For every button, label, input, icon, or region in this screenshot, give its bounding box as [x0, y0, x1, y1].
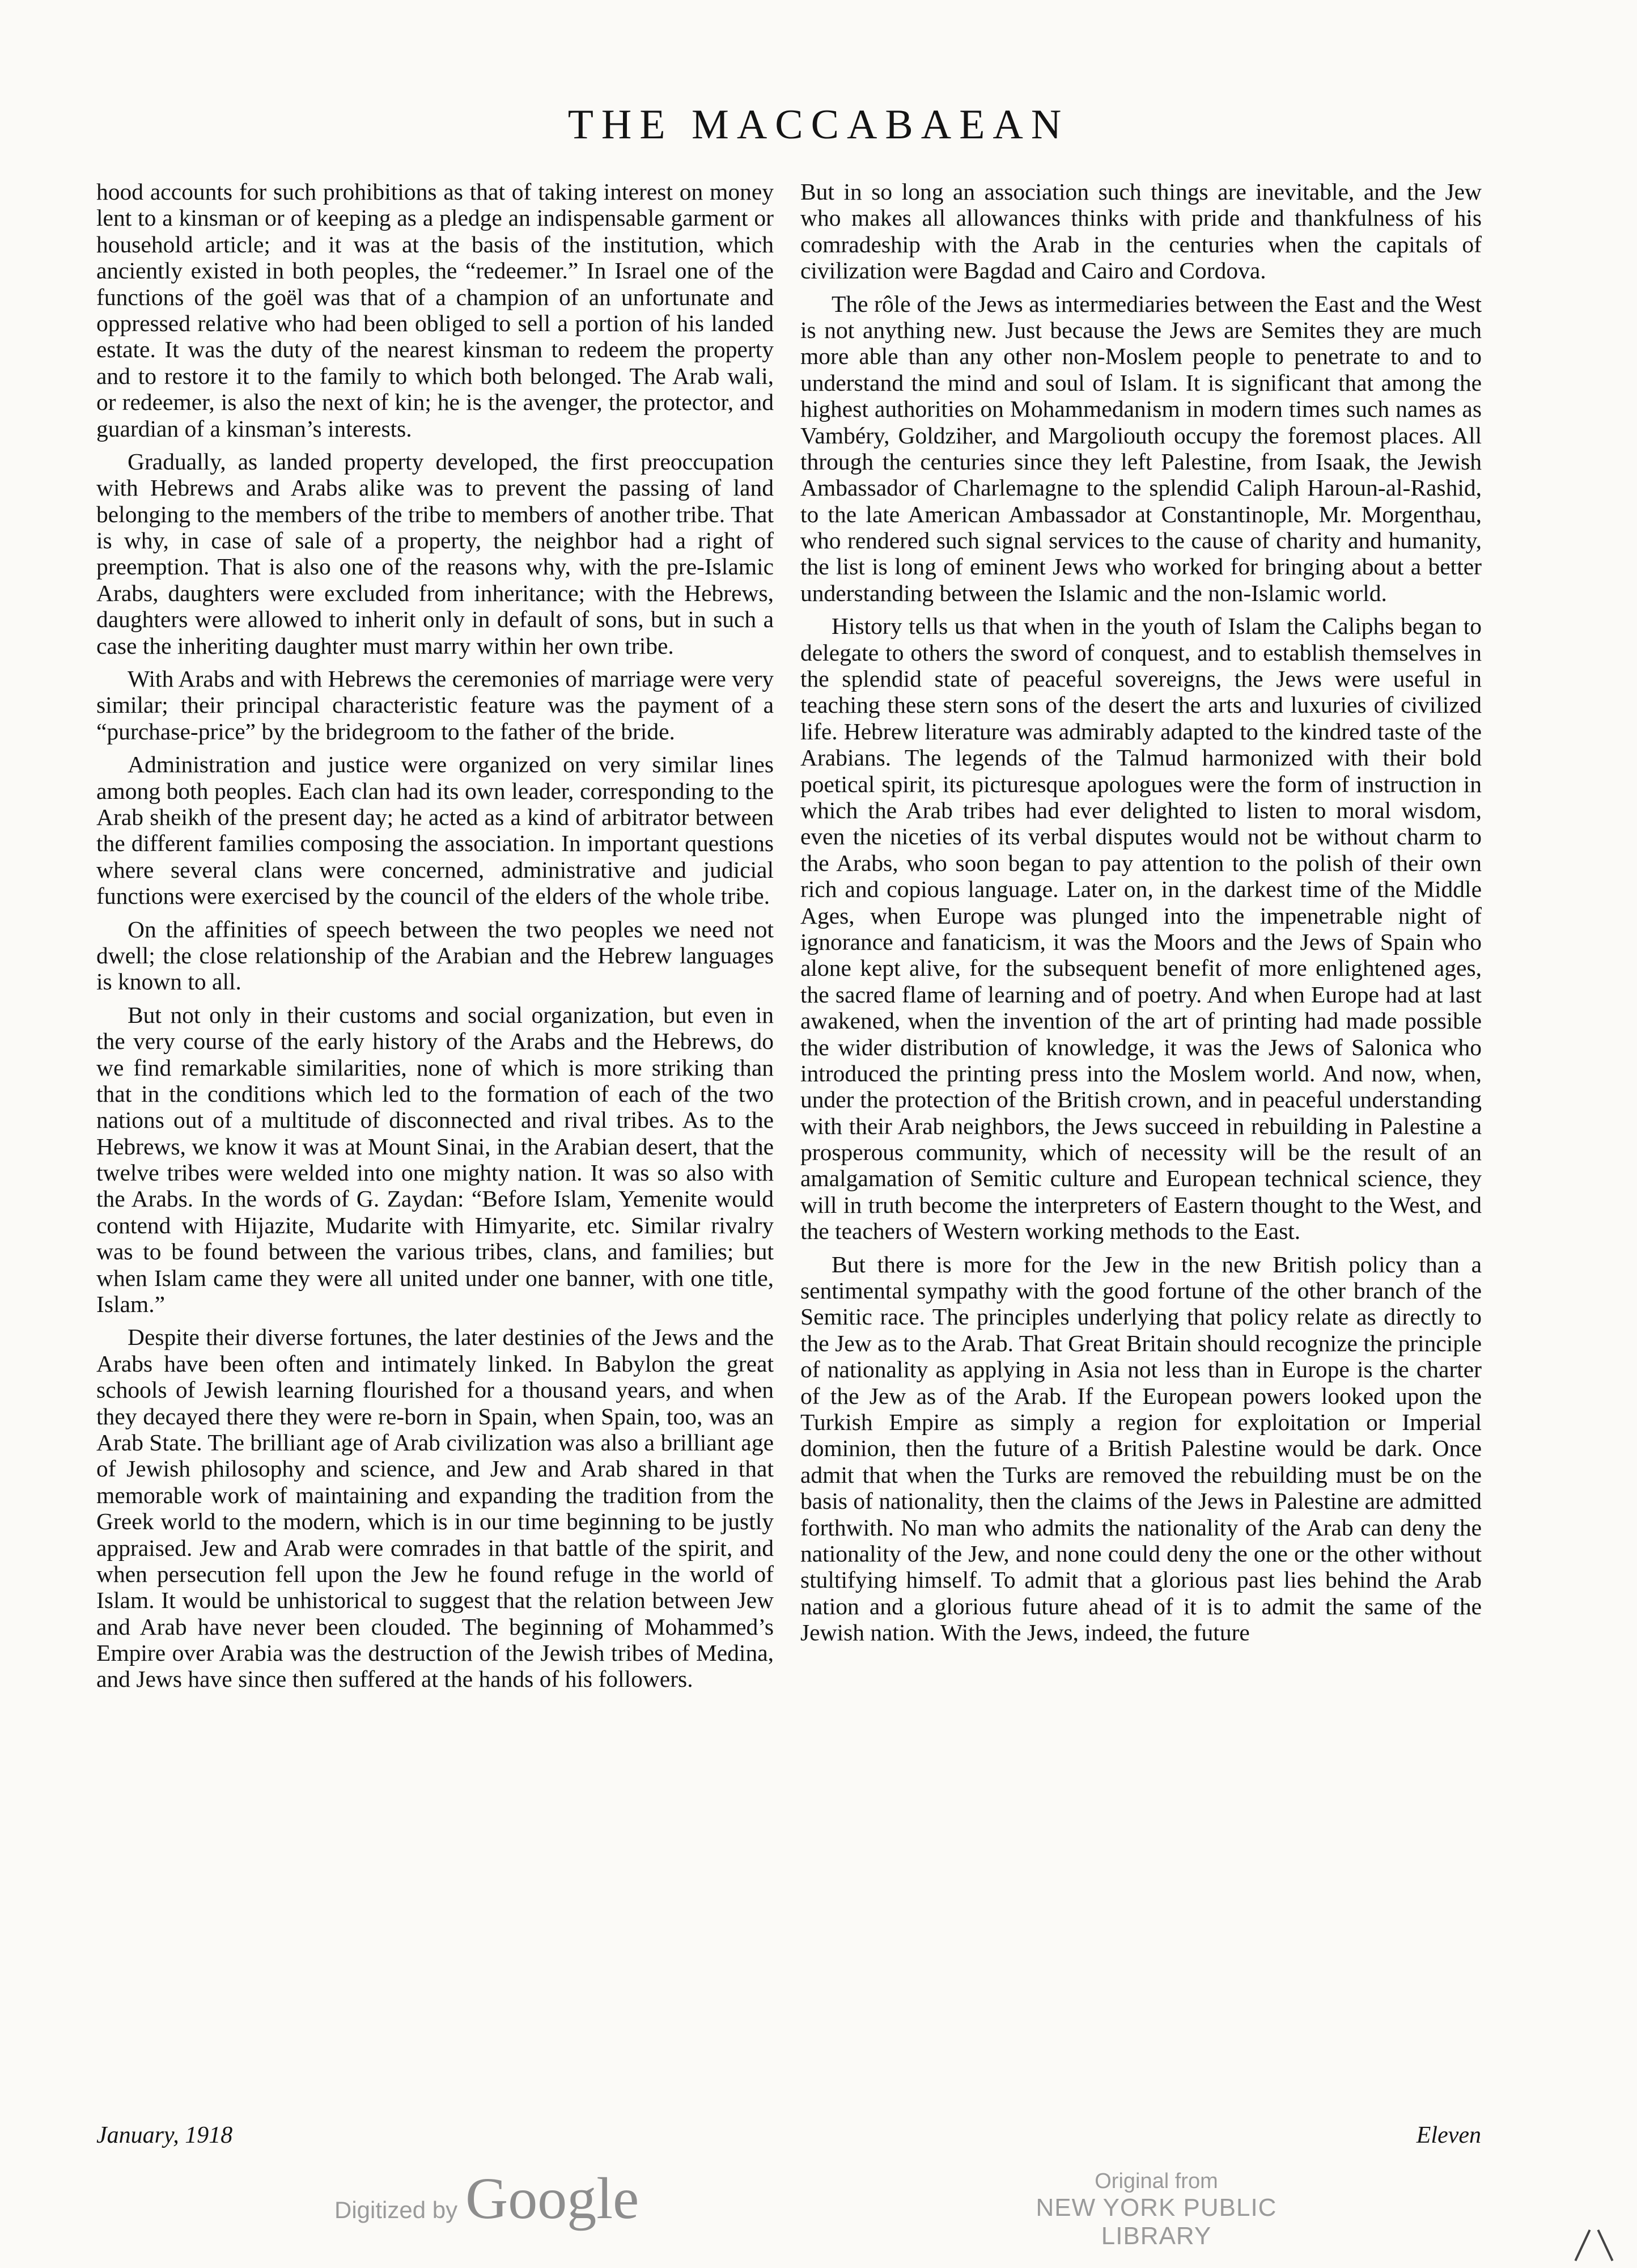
paragraph-left-6: But not only in their customs and social organization, but even in the very course of the early history of the Arabs and the Hebrews, do we find remarkable similarities, none of which is more striking than that in the conditions which led to the formation of each of the two nations out of a multitude of disconnected and rival tribes. As to the Hebrews, we know it was at Mount Sinai, in the Arabian desert, that the twelve tribes were welded into one mighty nation. It was so also with the Arabs. In the words of G. Zaydan: “Before Islam, Yemenite would contend with Hijazite, Mudarite with Himyarite, etc. Similar rivalry was to be found between the various tribes, clans, and families; but when Islam came they were all united under one banner, with one title, Islam.”: [96, 1001, 774, 1318]
paragraph-left-4: Administration and justice were organized on very similar lines among both peoples. Each clan had its own leader, corresponding to the Arab sheikh of the present day; he acted as a kind of arbitrator between the different families composing the association. In important questions where several clans were concerned, administrative and judicial functions were exercised by the council of the elders of the whole tribe.: [96, 751, 774, 909]
paragraph-right-3: History tells us that when in the youth of Islam the Caliphs began to delegate to others the sword of conquest, and to establish themselves in the splendid state of peaceful sovereigns, the Jews were useful in teaching these stern sons of the desert the arts and luxuries of civilized life. Hebrew literature was admirably adapted to the kindred taste of the Arabians. The legends of the Talmud harmonized with their bold poetical spirit, its picturesque apologues were the form of instruction in which the Arab tribes had ever delighted to listen to moral wisdom, even the niceties of its verbal disputes would not be without charm to the Arabs, who soon began to pay attention to the polish of their own rich and copious language. Later on, in the darkest time of the Middle Ages, when Europe was plunged into the impenetrable night of ignorance and fanaticism, it was the Moors and the Jews of Spain who alone kept alive, for the subsequent benefit of more enlightened ages, the sacred flame of learning and of poetry. And when Europe had at last awakened, when the invention of the art of printing had made possible the wider distribution of knowledge, it was the Jews of Salonica who introduced the printing press into the Moslem world. And now, when, under the protection of the British crown, and in peaceful understanding with their Arab neighbors, the Jews succeed in rebuilding in Palestine a prosperous community, which of necessity will be the result of an amalgamation of Semitic culture and European technical science, they will in truth become the interpreters of Eastern thought to the West, and the teachers of Western working methods to the East.: [800, 613, 1482, 1245]
left-column: [96, 179, 774, 2098]
page-title: THE MACCABAEAN: [567, 101, 1070, 148]
footer-date: January, 1918: [96, 2122, 233, 2148]
paragraph-left-3: With Arabs and with Hebrews the ceremonies of marriage were very similar; their principal characteristic feature was the payment of a “purchase-price” by the bridegroom to the father of the bride.: [96, 666, 774, 744]
paragraph-right-1: But in so long an association such things are inevitable, and the Jew who makes all allowances thinks with pride and thankfulness of his comradeship with the Arab in the centuries when the capitals of civilization were Bagdad and Cairo and Cordova.: [800, 179, 1482, 284]
scan-edge-mark: [1597, 2229, 1614, 2261]
footer-page-number: Eleven: [1416, 2122, 1481, 2148]
right-column: [800, 179, 1482, 2098]
paragraph-left-5: On the affinities of speech between the two peoples we need not dwell; the close relationship of the Arabian and the Hebrew languages is known to all.: [96, 916, 774, 995]
paragraph-left-2: Gradually, as landed property developed, the first preoccupation with Hebrews and Arabs alike was to prevent the passing of land belonging to the members of the tribe to members of another tribe. That is why, in case of sale of a property, the neighbor had a right of preemption. That is also one of the reasons why, with the pre-Islamic Arabs, daughters were excluded from inheritance; with the Hebrews, daughters were allowed to inherit only in default of sons, but in such a case the inheriting daughter must marry within her own tribe.: [96, 448, 774, 659]
paragraph-left-1: hood accounts for such prohibitions as that of taking interest on money lent to a kinsman or of keeping as a pledge an indispensable garment or household article; and it was at the basis of the institution, which anciently existed in both peoples, the “redeemer.” In Israel one of the functions of the goël was that of a champion of an unfortunate and oppressed relative who had been obliged to sell a portion of his landed estate. It was the duty of the nearest kinsman to redeem the property and to restore it to the family to which both belonged. The Arab wali, or redeemer, is also the next of kin; he is the avenger, the protector, and guardian of a kinsman’s interests.: [96, 179, 774, 442]
digitized-by-watermark: [334, 2165, 639, 2232]
google-logo: Google: [465, 2166, 639, 2231]
source-watermark: [986, 2169, 1326, 2250]
scan-edge-mark: [1575, 2229, 1591, 2261]
original-from-label: Original from: [1095, 2169, 1218, 2193]
paragraph-left-7: Despite their diverse fortunes, the later destinies of the Jews and the Arabs have been often and intimately linked. In Babylon the great schools of Jewish learning flourished for a thousand years, and when they decayed there they were re-born in Spain, when Spain, too, was an Arab State. The brilliant age of Arab civilization was also a brilliant age of Jewish philosophy and science, and Jew and Arab shared in that memorable work of maintaining and expanding the tradition from the Greek world to the modern, which is in our time beginning to be justly appraised. Jew and Arab were comrades in that battle of the spirit, and when persecution fell upon the Jew he found refuge in the world of Islam. It would be unhistorical to suggest that the relation between Jew and Arab have never been clouded. The beginning of Mohammed’s Empire over Arabia was the destruction of the Jewish tribes of Medina, and Jews have since then suffered at the hands of his followers.: [96, 1324, 774, 1692]
paragraph-right-4: But there is more for the Jew in the new British policy than a sentimental sympathy with the good fortune of the other branch of the Semitic race. The principles underlying that policy relate as directly to the Jew as to the Arab. That Great Britain should recognize the principle of nationality as applying in Asia not less than in Europe is the charter of the Jew as of the Arab. If the European powers looked upon the Turkish Empire as simply a region for exploitation or Imperial dominion, then the future of a British Palestine would be dark. Once admit that when the Turks are removed the rebuilding must be on the basis of nationality, then the claims of the Jews in Palestine are admitted forthwith. No man who admits the nationality of the Arab can deny the nationality of the Jew, and none could deny the one or the other without stultifying himself. To admit that a glorious past lies behind the Arab nation and a glorious future ahead of it is to admit the same of the Jewish nation. With the Jews, indeed, the future: [800, 1251, 1482, 1646]
library-name: NEW YORK PUBLIC LIBRARY: [1036, 2194, 1277, 2250]
paragraph-right-2: The rôle of the Jews as intermediaries between the East and the West is not anything new. Just because the Jews are Semites they are much more able than any other non-Moslem people to penetrate to and to understand the mind and soul of Islam. It is significant that among the highest authorities on Mohammedanism in modern times such names as Vambéry, Goldziher, and Margoliouth occupy the foremost places. All through the centuries since they left Palestine, from Isaak, the Jewish Ambassador of Charlemagne to the splendid Caliph Haroun-al-Rashid, to the late American Ambassador at Constantinople, Mr. Morgenthau, who rendered such signal services to the cause of charity and humanity, the list is long of eminent Jews who worked for bringing about a better understanding between the Islamic and the non-Islamic world.: [800, 290, 1482, 606]
digitized-by-label: Digitized by: [334, 2197, 458, 2223]
